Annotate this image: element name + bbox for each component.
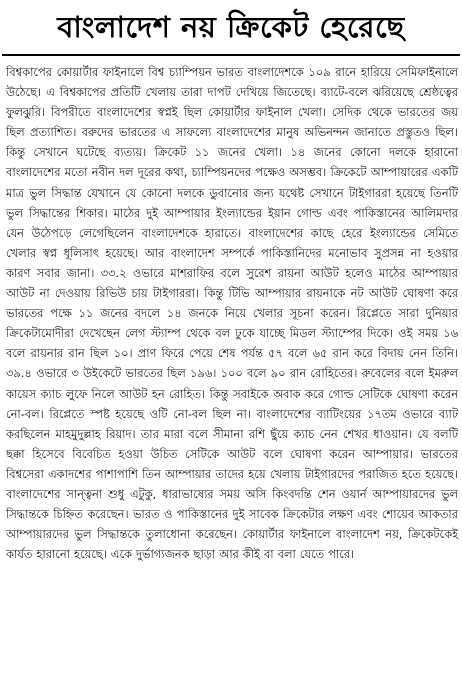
headline: বাংলাদেশ নয় ক্রিকেট হেরেছে xyxy=(57,10,405,44)
headline-rule xyxy=(2,54,460,56)
article-body: বিশ্বকাপের কোয়ার্টার ফাইনালে বিশ্ব চ্যাম্পিয়ন ভারত বাংলাদেশকে ১০৯ রানে হারিয়ে সেমিফাইনালে উঠেছে। এ বিশ্বকাপের প্রতিটি খেলায় তারা দাপট দেখিয়ে জিতেছে। ব্যাটে-বলে ঝরিয়েছে শ্রেষ্ঠত্বের ফুলঝুরি। বিপরীতে বাংলাদেশের স্বপ্নই ছিল কোয়ার্টার ফাইনাল খেলা। সেদিক থেকে ভারতের জয় ছিল প্রত্যাশিত। বরুদের ভারতের এ সাফল্যে বাংলাদেশের মানুষ অভিনন্দন জানাতে প্রস্তুতও ছিল। কিন্তু সেখানে ঘটেছে ব্যত্যয়। ক্রিকেট ১১ জনের খেলা। ১৪ জনের কোনো দলকে হারানো বাংলাদেশের মতো নবীন দল দূরের কথা, চ্যাম্পিয়নদের পক্ষেও অসম্ভব। ক্রিকেটে আম্পায়ারের একটি মাত্র ভুল সিদ্ধান্ত যেখানে যে কোনো দলকে ডুবানোর জন্য যথেষ্ট সেখানে টাইগাররা হয়েছে তিনটি ভুল সিদ্ধান্তের শিকার। মাঠের দুই আম্পায়ার ইংল্যান্ডের ইয়ান গোল্ড এবং পাকিস্তানের আলিমদার যেন উঠেপড়ে লেগেছিলেন বাংলাদেশকে হারাতে। বাংলাদেশের কাছে হেরে ইংল্যান্ডের সেমিতে খেলার স্বপ্ন ধূলিসাৎ হয়েছে। আর বাংলাদেশ সম্পর্কে পাকিস্তানিদের মনোভাব সুপ্রসন্ন না হওয়ার কারণ সবার জানা। ৩৩.২ ওভারে মাশরাফির বলে সুরেশ রায়না আউট হলেও মাঠের আম্পায়ার আউট না দেওয়ায় রিভিউ চায় টাইগাররা। কিন্তু টিভি আম্পায়ার রায়নাকে নট আউট ঘোষণা করে ভারতের পক্ষে ১১ জনের বদলে ১৪ জনকে নিয়ে খেলার সূচনা করেন। রিপ্লেতে সারা দুনিয়ার ক্রিকেটামোদীরা দেখেছেন লেগ স্ট্যাম্প থেকে বল ঢুকে যাচ্ছে মিডল স্ট্যাম্পের দিকে। ওই সময় ১৬ বলে রায়নার রান ছিল ১০। প্রাণ ফিরে পেয়ে শেষ পর্যন্ত ৫৭ বলে ৬৫ রান করে বিদায় নেন তিনি। ৩৯.৪ ওভারে ৩ উইকেটে ভারতের ছিল ১৯৬। ১০০ বলে ৯০ রান রোহিতের। রুবেলের বলে ইমরুল কায়েস ক্যাচ লুফে নিলে আউট হন রোহিত। কিন্তু সবাইকে অবাক করে গোল্ড সেটিকে ঘোষণা করেন নো-বল। রিপ্লেতে স্পষ্ট হয়েছে ওটি নো-বল ছিল না। বাংলাদেশের ব্যাটিংয়ের ১৭তম ওভারে ব্যাট করছিলেন মাহমুদুল্লাহ রিয়াদ। তার মারা বলে সীমানা রশি ছুঁয়ে ক্যাচ নেন শেখর ধাওয়ান। যে বলটি ছক্কা হিসেবে বিবেচিত হওয়া উচিত সেটিকে আউট বলে ঘোষণা করেন আম্পায়ার। ভারতের বিশ্বসেরা একাদশের পাশাপাশি তিন আম্পায়ার তাদের হয়ে খেলায় টাইগারদের পরাজিত হতে হয়েছে। বাংলাদেশের সান্ত্বনা শুধু এটুকু, ধারাভাষ্যের সময় অসি কিংবদন্তি শেন ওয়ার্ন আম্পায়ারদের ভুল সিদ্ধান্তকে চিহ্নিত করেছেন। ভারত ও পাকিস্তানের দুই সাবেক ক্রিকেটার লক্ষণ এবং শোয়েব আকতার আম্পায়ারদের ভুল সিদ্ধান্তকে তুলাধোনা করেছেন। কোয়ার্টার ফাইনালে বাংলাদেশ নয়, ক্রিকেটকেই কার্যত হারানো হয়েছে। একে দুর্ভাগ্যজনক ছাড়া আর কীই বা বলা যেতে পারে। xyxy=(6,65,458,562)
